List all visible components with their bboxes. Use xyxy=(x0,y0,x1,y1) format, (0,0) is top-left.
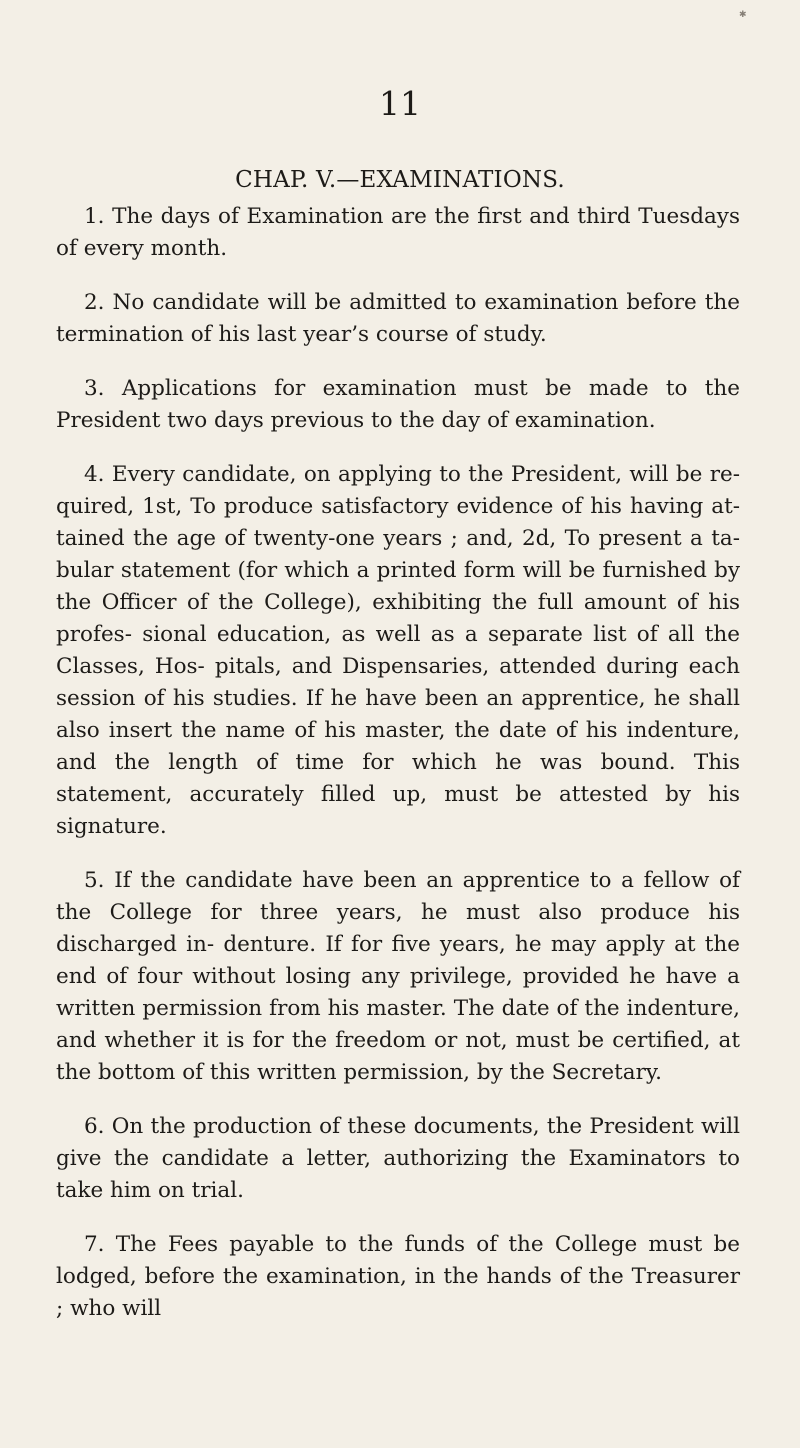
chapter-title: CHAP. V.—EXAMINATIONS. xyxy=(235,167,565,193)
paragraph-2: 2. No candidate will be admitted to examination before the termination of his last year’s course of study. xyxy=(56,290,740,347)
ornament-mark-icon: ✱ xyxy=(739,10,747,20)
paragraph-7: 7. The Fees payable to the funds of the College must be lodged, before the examination, in the hands of the Treasurer ; who will xyxy=(56,1232,740,1321)
chapter-body xyxy=(56,201,740,1347)
paragraph-4: 4. Every candidate, on applying to the President, will be re- quired, 1st, To produce satisfactory evidence of his having at- tained the age of twenty-one years ; and, 2d, To present a ta- bular statement (for which a printed form will be furnished by the Officer of the College), exhibiting the full amount of his profes- sional education, as well as a separate list of all the Classes, Hos- pitals, and Dispensaries, attended during each session of his studies. If he have been an apprentice, he shall also insert the name of his master, the date of his indenture, and the length of time for which he was bound. This statement, accurately filled up, must be attested by his signature. xyxy=(56,462,740,839)
paragraph-3: 3. Applications for examination must be made to the President two days previous to the day of examination. xyxy=(56,376,740,433)
paragraph-1: 1. The days of Examination are the first and third Tuesdays of every month. xyxy=(56,204,740,261)
paragraph-6: 6. On the production of these documents, the President will give the candidate a letter, authorizing the Examinators to take him on trial. xyxy=(56,1114,740,1203)
paragraph-5: 5. If the candidate have been an apprentice to a fellow of the College for three years, he must also produce his discharged in- denture. If for five years, he may apply at the end of four without losing any privilege, provided he have a written permission from his master. The date of the indenture, and whether it is for the freedom or not, must be certified, at the bottom of this written permission, by the Secretary. xyxy=(56,868,740,1085)
page-number: 11 xyxy=(379,84,421,123)
